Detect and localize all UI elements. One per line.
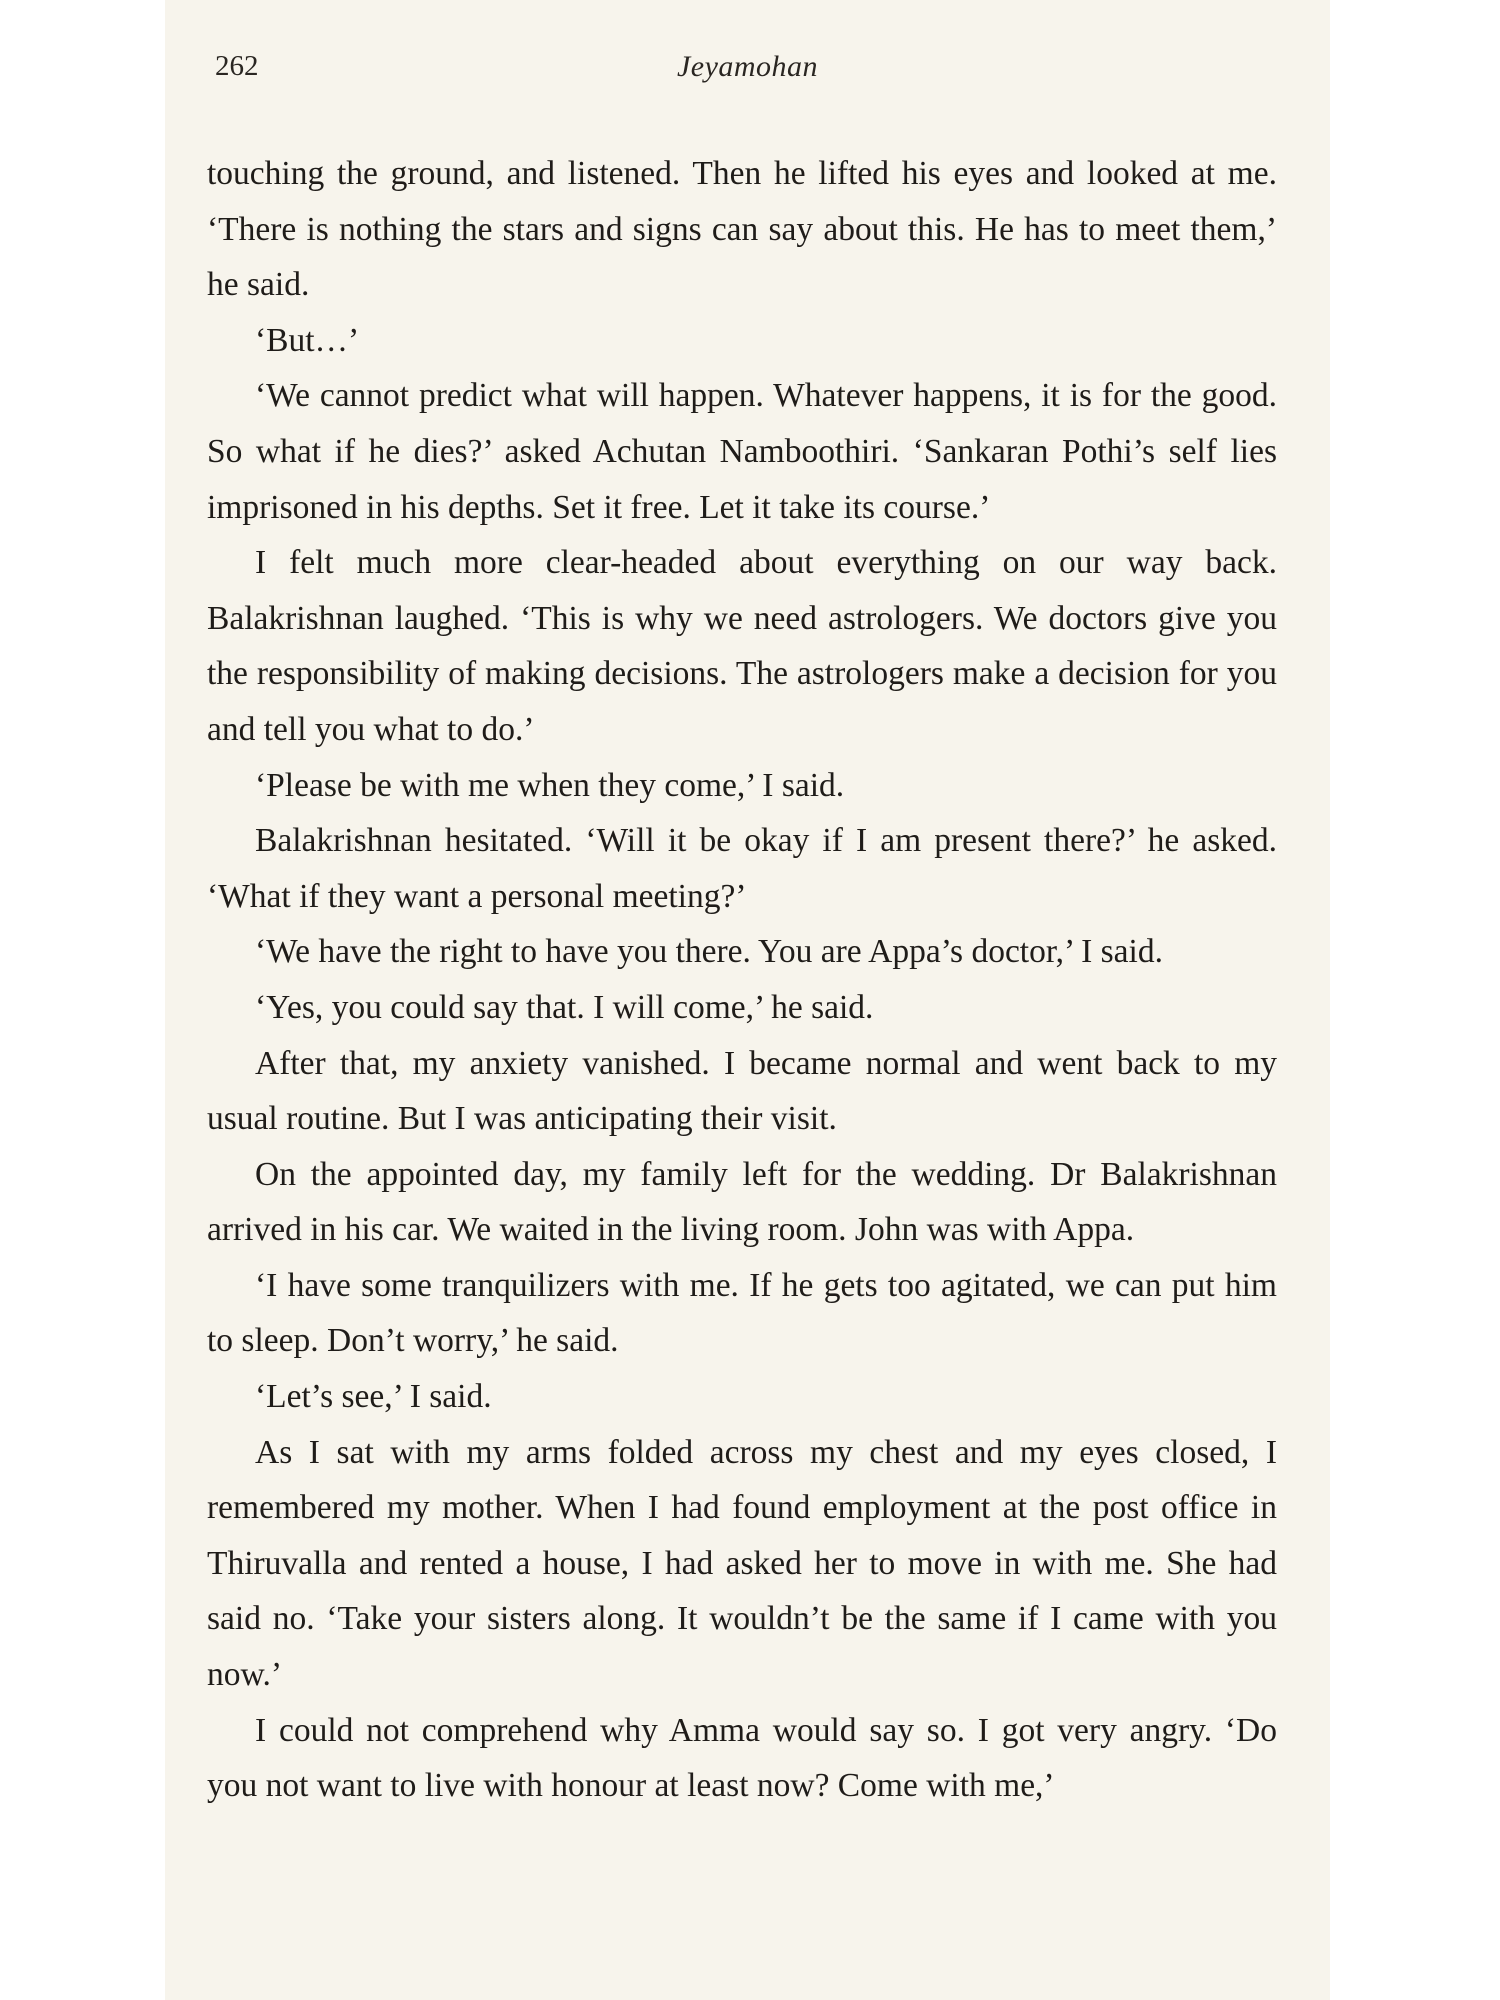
- paragraph: touching the ground, and listened. Then he lifted his eyes and looked at me. ‘There is nothing the stars and signs can say about this. He has to meet them,’ he said.: [207, 155, 1277, 304]
- paragraph: On the appointed day, my family left for the wedding. Dr Balakrishnan arrived in his car. We waited in the living room. John was with Appa.: [207, 1155, 1277, 1249]
- paragraph: ‘I have some tranquilizers with me. If he gets too agitated, we can put him to sleep. Don’t worry,’ he said.: [207, 1266, 1277, 1360]
- paragraph: ‘Please be with me when they come,’ I said.: [255, 766, 845, 804]
- body-text: [207, 146, 1277, 1814]
- paragraph: ‘We have the right to have you there. You are Appa’s doctor,’ I said.: [255, 933, 1163, 971]
- paragraph: After that, my anxiety vanished. I became normal and went back to my usual routine. But I was anticipating their visit.: [207, 1044, 1277, 1138]
- page-header: [215, 50, 1280, 100]
- paragraph: I felt much more clear-headed about everything on our way back. Balakrishnan laughed. ‘This is why we need astrologers. We doctors give you the responsibility of making decisions. The astrologers make a decision for you and tell you what to do.’: [207, 544, 1277, 748]
- paragraph: ‘But…’: [255, 321, 360, 359]
- paragraph: ‘Yes, you could say that. I will come,’ he said.: [255, 988, 874, 1026]
- paragraph: I could not comprehend why Amma would say so. I got very angry. ‘Do you not want to live with honour at least now? Come with me,’: [207, 1711, 1277, 1805]
- running-head: Jeyamohan: [676, 50, 819, 83]
- book-page: [165, 0, 1330, 2000]
- page-number: 262: [215, 50, 259, 82]
- paragraph: ‘We cannot predict what will happen. Whatever happens, it is for the good. So what if he dies?’ asked Achutan Namboothiri. ‘Sankaran Pothi’s self lies imprisoned in his depths. Set it free. Let it take its course.’: [207, 377, 1277, 526]
- paragraph: ‘Let’s see,’ I said.: [255, 1378, 492, 1416]
- paragraph: Balakrishnan hesitated. ‘Will it be okay if I am present there?’ he asked. ‘What if they want a personal meeting?’: [207, 822, 1277, 915]
- paragraph: As I sat with my arms folded across my chest and my eyes closed, I remembered my mother. When I had found employment at the post office in Thiruvalla and rented a house, I had asked her to move in with me. She had said no. ‘Take your sisters along. It wouldn’t be the same if I came with you now.’: [207, 1433, 1277, 1694]
